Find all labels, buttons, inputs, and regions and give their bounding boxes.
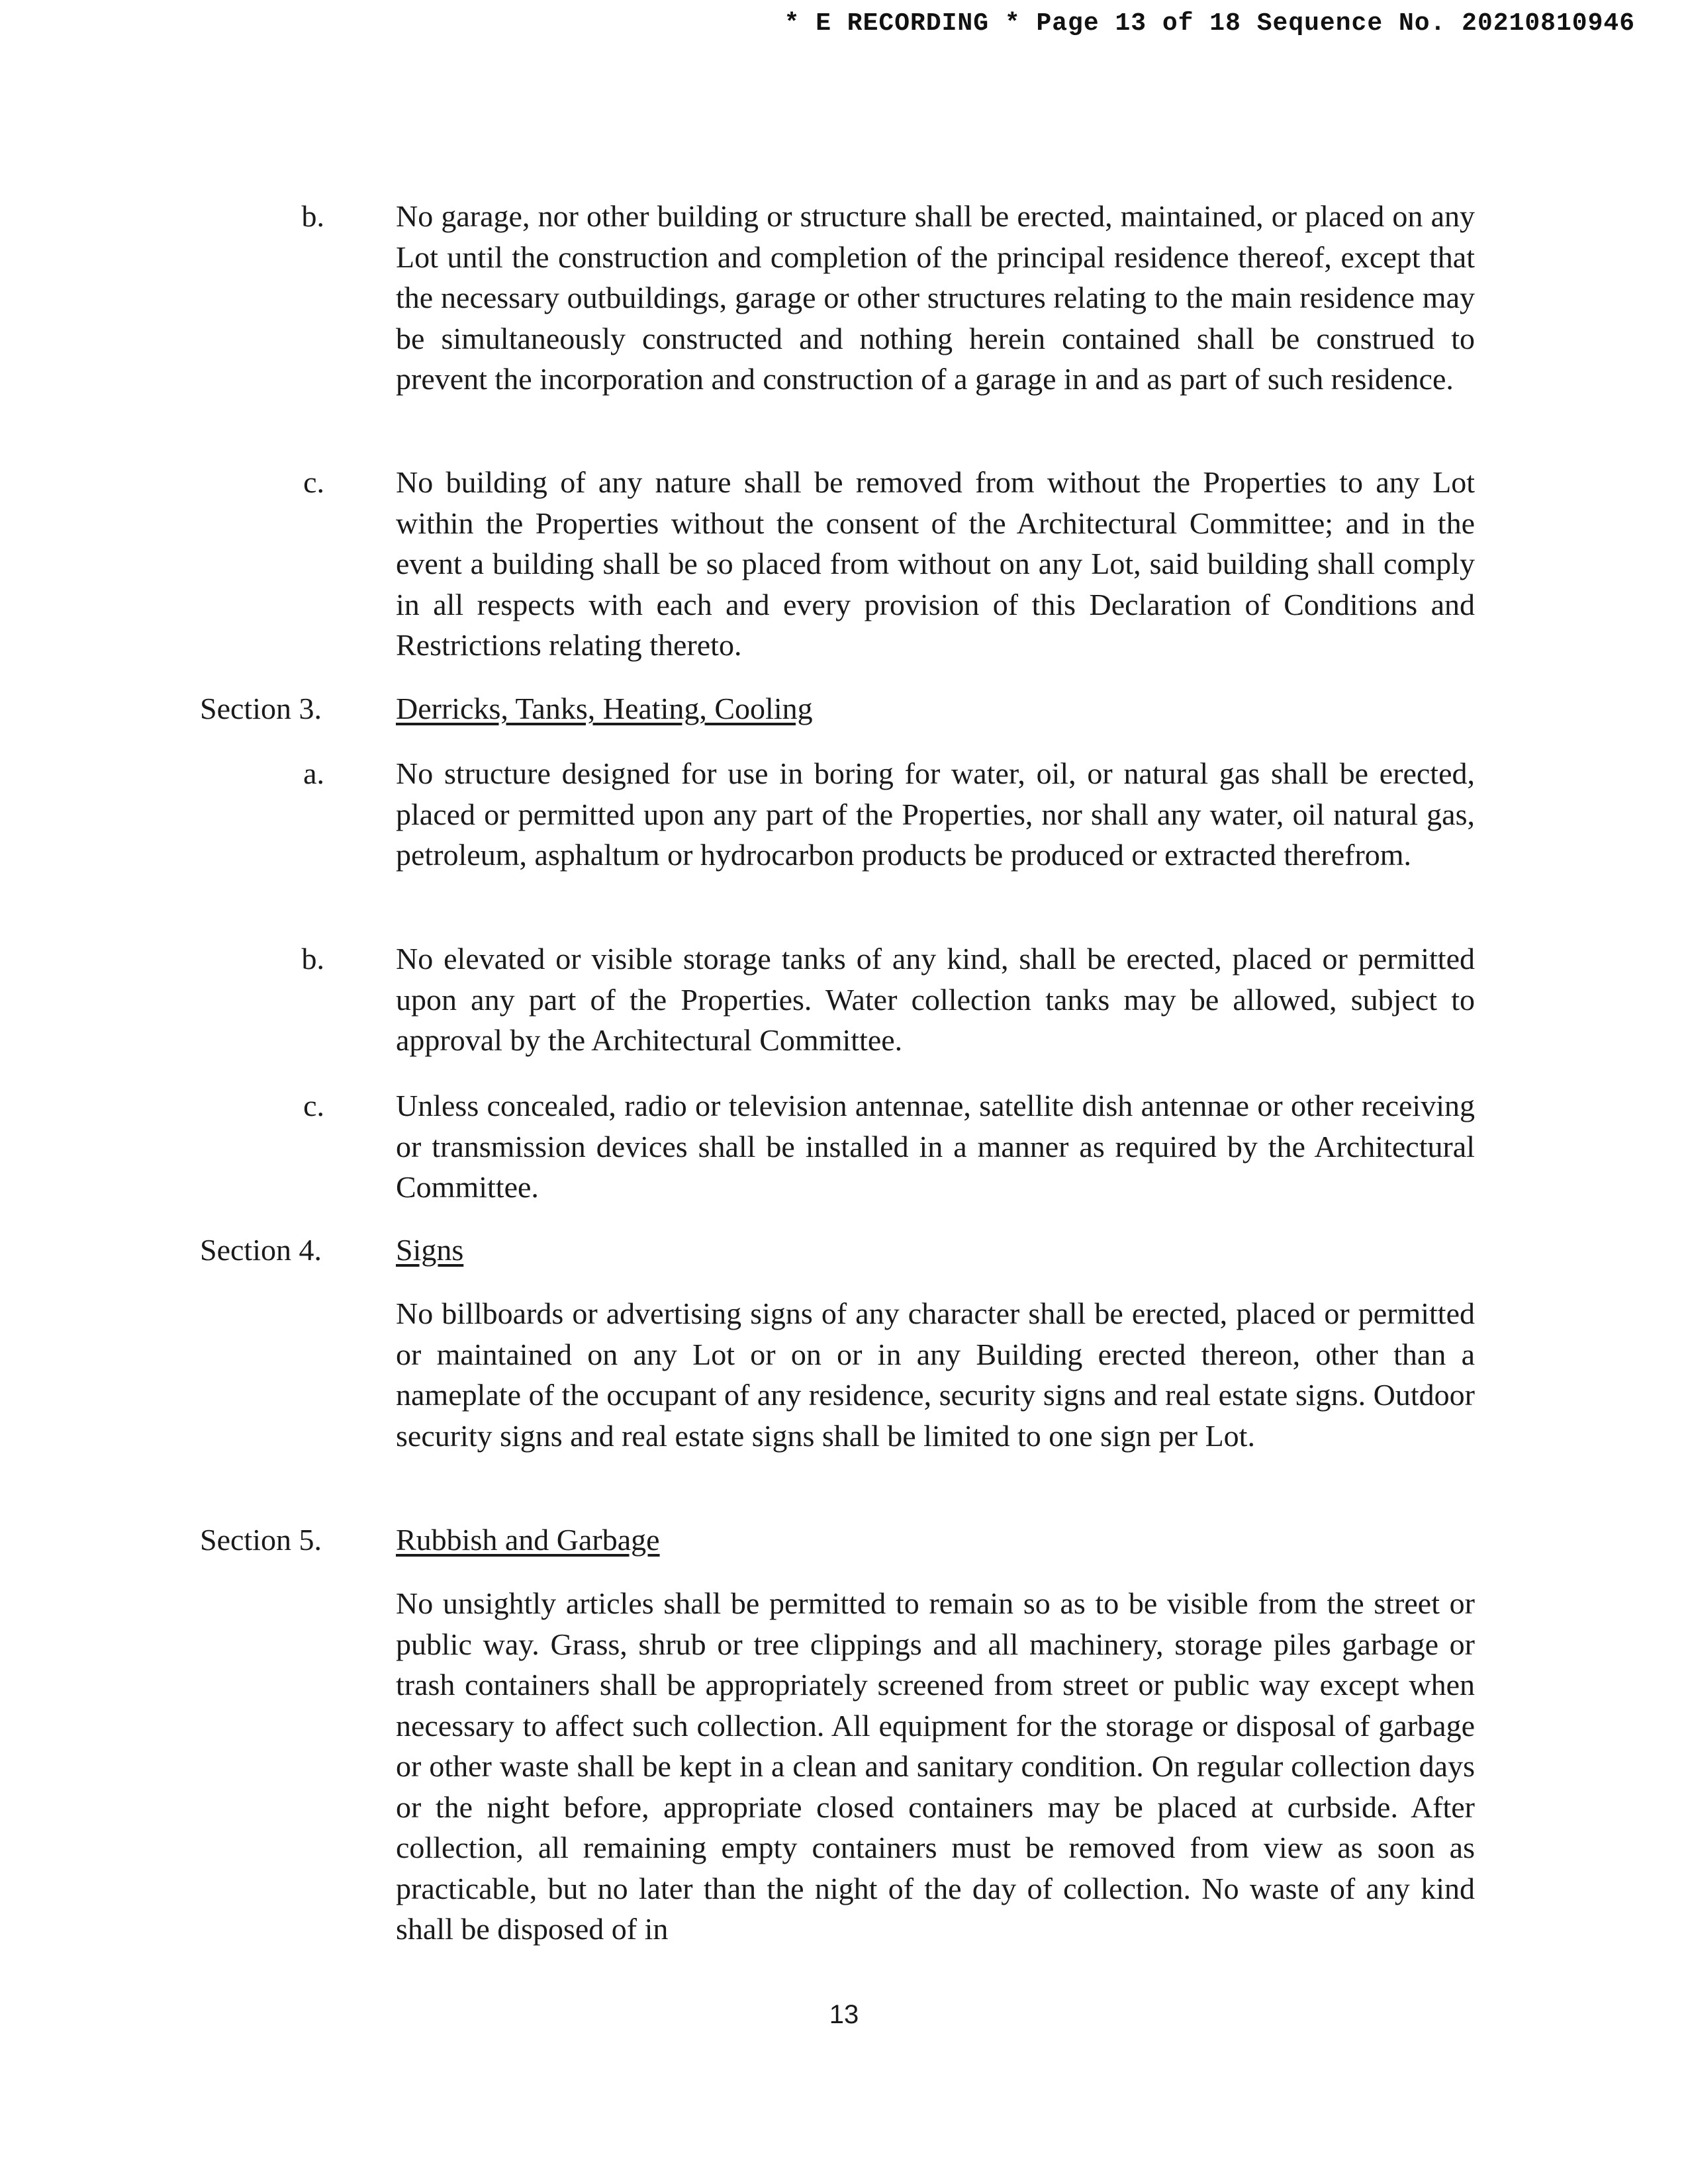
item-label: c. bbox=[303, 465, 324, 499]
section-label: Section 4. bbox=[200, 1233, 322, 1267]
item-label: b. bbox=[301, 199, 324, 233]
page-number: 13 bbox=[829, 2000, 859, 2029]
item-label: c. bbox=[303, 1089, 324, 1122]
paragraph-text: No elevated or visible storage tanks of any kind, shall be erected, placed or permitted upon any part of the Properties. Water collection tanks may be allowed, subject to approval by the Architectural Committee. bbox=[396, 942, 1475, 1057]
paragraph-text: No building of any nature shall be removed from without the Properties to any Lot within the Properties without the consent of the Architectural Committee; and in the event a building shall be so placed from without on any Lot, said building shall comply in all respects with each and every provision of this Declaration of Conditions and Restrictions relating thereto. bbox=[396, 465, 1475, 662]
paragraph-text: Unless concealed, radio or television antennae, satellite dish antennae or other receiving or transmission devices shall be installed in a manner as required by the Architectural Committee. bbox=[396, 1089, 1475, 1204]
item-label: a. bbox=[303, 756, 324, 790]
paragraph-text: No garage, nor other building or structure shall be erected, maintained, or placed on any Lot until the construction and completion of the principal residence thereof, except that the necessary outbuildings, garage or other structures relating to the main residence may be simultaneously constructed and nothing herein contained shall be construed to prevent the incorporation and construction of a garage in and as part of such residence. bbox=[396, 199, 1475, 396]
section-label: Section 5. bbox=[200, 1523, 322, 1557]
paragraph-text: No unsightly articles shall be permitted to remain so as to be visible from the street or public way. Grass, shrub or tree clippings and all machinery, storage piles garbage or trash containers shall be appropriately screened from street or public way except when necessary to affect such collection. All equipment for the storage or disposal of garbage or other waste shall be kept in a clean and sanitary condition. On regular collection days or the night before, appropriate closed containers may be placed at curbside. After collection, all remaining empty containers must be removed from view as soon as practicable, but no later than the night of the day of collection. No waste of any kind shall be disposed of in bbox=[396, 1586, 1475, 1946]
section-label: Section 3. bbox=[200, 692, 322, 725]
section-heading: Derricks, Tanks, Heating, Cooling bbox=[396, 692, 813, 725]
section-heading: Signs bbox=[396, 1233, 464, 1267]
section-heading: Rubbish and Garbage bbox=[396, 1523, 660, 1557]
paragraph-text: No structure designed for use in boring for water, oil, or natural gas shall be erected, placed or permitted upon any part of the Properties, nor shall any water, oil natural gas, petroleum, asphaltum or hydrocarbon products be produced or extracted therefrom. bbox=[396, 756, 1475, 872]
recording-stamp: * E RECORDING * Page 13 of 18 Sequence No. 20210810946 bbox=[784, 9, 1635, 38]
item-label: b. bbox=[301, 942, 324, 976]
paragraph-text: No billboards or advertising signs of any character shall be erected, placed or permitted or maintained on any Lot or on or in any Building erected thereon, other than a nameplate of the occupant of any residence, security signs and real estate signs. Outdoor security signs and real estate signs shall be limited to one sign per Lot. bbox=[396, 1297, 1475, 1453]
